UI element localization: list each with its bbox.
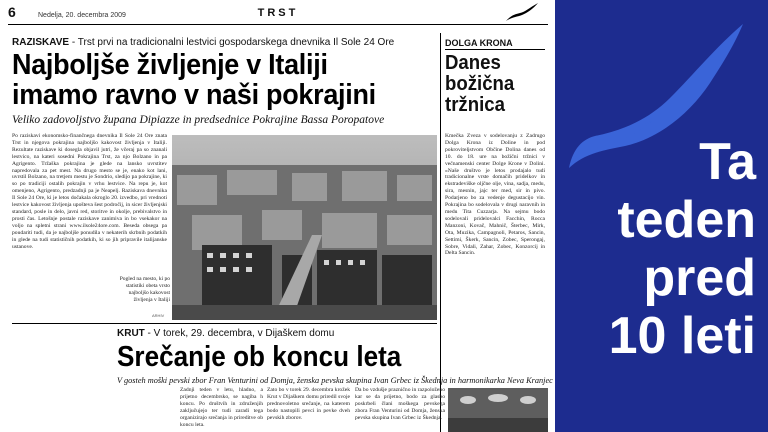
- section-name: TRST: [257, 7, 299, 19]
- story1-headline-line1: Najboljše življenje v Italiji: [12, 49, 328, 81]
- story2-body-col2: Zato bo v torek 29. decembra krožek Krut v Dijaškem domu priredil svoje prednovoletno srečanje, na katerem bodo nastopili pevci in pevke dveh pevskih zborov.: [267, 387, 350, 421]
- box-headline: Danes božična tržnica: [445, 52, 515, 116]
- story1-body: Po raziskavi ekonomsko-finančnega dnevnika Il Sole 24 Ore znata Trst in njegova pokrajina najboljšo kakovost življenja v Italiji. Rezultate raziskave ki dosegla objavil jutri, že včeraj pa so znanali lestvico, na kateri sosedni Pokrajina Trst, za njo Bolzano in pa Agrigento. Tržaška pokrajina je glede na lansko uvrstitev napredovala za pet mest. Na drugo mesto se je, enako kot lani, uvrstil Bolzano, na tretjem mestu je Sondrio, sledijo pa pokrajine, ki so po tradiciji ostalih pokrajin v vrhu lestvice. Na repu je, kot omenjeno, Agrigento, predzadnji pa je Neapelj. Raziskava dnevnika Il Sole 24 Ore, ki je letos dočakala okroglo 20. izvedbo, pri vrednoti lestvice kakovost življenja upošteva šest področij, in sicer življenjski standard, posle in delo, javni red, storitve in okolje, prebivalstvo in prosti čas. Letošnje postale raziskave zanimiva in bo vsekakor na voljo na spletni strani www.ilsole24ore.com. Beseda obsega pa poudariti tudi, da je najboljše ponudila v nekaterih skrbnih podatkih in glede na tudi statističnih podatkih, ki so jih pripravile italijanske ustanove.: [12, 133, 167, 250]
- concert-illustration: [448, 388, 548, 432]
- story2-kicker-place: KRUT: [117, 328, 145, 339]
- story1-kicker-place: RAZISKAVE: [12, 37, 70, 48]
- story1-headline-line2: imamo ravno v naši pokrajini: [12, 79, 376, 111]
- promo-panel: [555, 0, 768, 432]
- seagull-logo-icon: [505, 2, 539, 22]
- box-kicker: DOLGA KRONA: [445, 38, 513, 48]
- story2-headline: Srečanje ob koncu leta: [117, 341, 402, 373]
- story1-headline: [12, 50, 407, 110]
- city-aerial-illustration: [172, 135, 437, 320]
- story2-kicker-text: - V torek, 29. decembra, v Dijaškem domu: [144, 328, 335, 339]
- panel-title: [609, 133, 756, 365]
- story2-kicker: [117, 328, 334, 340]
- panel-line1: Ta: [699, 133, 756, 191]
- story2-subhead: V gosteh moški pevski zbor Fran Venturini od Domja, ženska pevska skupina Ivan Grbec iz Škednja in harmonikarka Neva Kranjec: [117, 376, 553, 385]
- story2-body-col1: Zadnji teden v letu, hladno, a prijetno decembrsko, se nagiba h koncu. Po društvih in združenjih zaključujejo ter tudi zaradi tega organizirajo srečanja in prireditve ob koncu leta.: [180, 387, 263, 428]
- box-body: Kmečka Zveza v sodelovanju z Zadrugo Dolga Krona iz Doline in pod pokroviteljstvom Občine Dolina danes od 10. do 18. ure na božični tržnici v večnamenski center Dolge Krone v Dolini. »Naše društvo je letos prodajalo tudi tradicionalne vrste domačih pridelkov in ekstradeviške oljčne olje, vina, sadja, medu, sira, mesnin, jajc ter med, sir in pivo. Podarjeno bo za vedenje degustacijo vin. Pokrajina bo sodelovala v drugi naravnih in medu Tita Cuzzarja. Na sejmu bodo sodelovali pridelovalci Facchin, Rocca Manzoni, Kovač, Mahnič, Šterbec, Mirk, Ota, Muzika, Campagnoli, Petaros, Sancin, Settimi, Škerk, Sancin, Zobec, Sperongaj, Sobre, Vidali, Zahar, Zobec, Konzorcij in Delta Sancin.: [445, 133, 545, 257]
- photo1-caption: Pogled na mesto, ki po statistiki obeta vrsto najboljšo kakovost življenja v Italiji: [119, 276, 170, 303]
- panel-line3: pred: [643, 249, 756, 307]
- story-divider: [12, 323, 437, 324]
- column-divider: [440, 33, 441, 432]
- story2-body-col3: Da bo vzdušje praznično in razpoloženo kar se da prijetno, bodo za glasbo poskrbeli člani moškega pevskega zbora Fran Venturini od Domja, ženska pevska skupina Ivan Grbec iz Škednja.: [355, 387, 445, 421]
- story1-subhead: Veliko zadovoljstvo župana Dipiazze in predsednice Pokrajine Bassa Poropatove: [12, 114, 385, 126]
- issue-date: Nedelja, 20. decembra 2009: [38, 12, 126, 19]
- panel-line4: 10 leti: [608, 307, 756, 365]
- panel-line2: teden: [617, 191, 756, 249]
- story1-kicker: [12, 37, 394, 49]
- concert-photo: [448, 388, 548, 432]
- header-rule: [8, 24, 548, 25]
- city-aerial-photo: [172, 135, 437, 320]
- page-number: 6: [8, 4, 16, 20]
- box-rule: [445, 49, 545, 50]
- photo1-credit: ARHIV: [152, 313, 165, 318]
- story1-kicker-text: - Trst prvi na tradicionalni lestvici gospodarskega dnevnika Il Sole 24 Ore: [69, 37, 395, 48]
- page-header: [8, 4, 548, 22]
